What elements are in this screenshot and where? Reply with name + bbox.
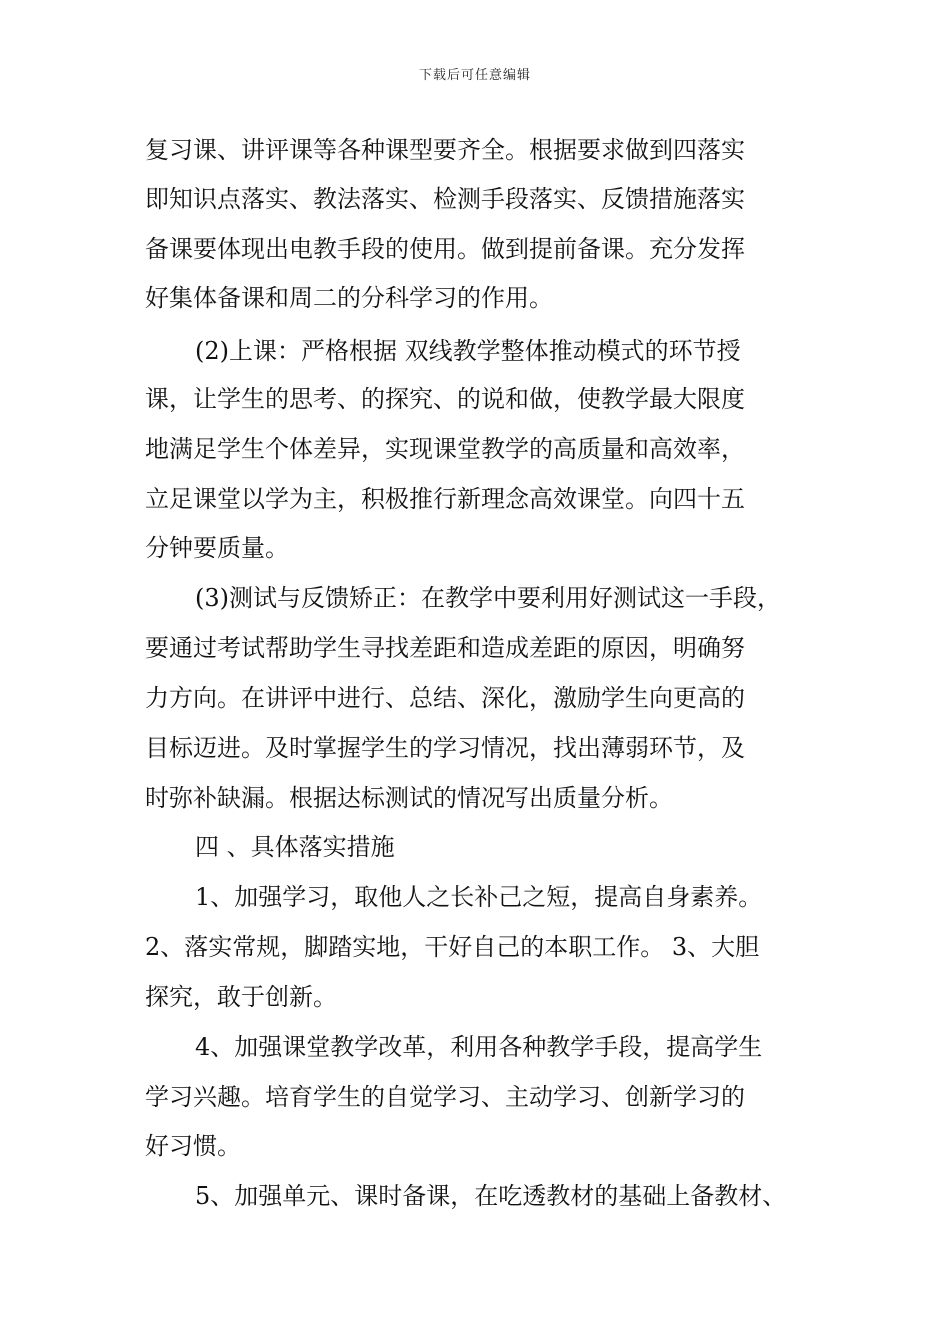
section-heading: 四 、具体落实措施 xyxy=(195,833,395,861)
text-line-21: 好习惯。 xyxy=(145,1132,241,1160)
page-header: 下载后可任意编辑 xyxy=(418,68,531,83)
text-line-22: 5、加强单元、课时备课，在吃透教材的基础上备教材、 xyxy=(195,1182,787,1210)
text-line-3: 备课要体现出电教手段的使用。做到提前备课。充分发挥 xyxy=(145,235,745,263)
text-line-7: 地满足学生个体差异，实现课堂教学的高质量和高效率， xyxy=(145,435,745,463)
text-line-17: 2、落实常规，脚踏实地，干好自己的本职工作。 3、大胆 xyxy=(145,933,760,961)
text-line-11: 要通过考试帮助学生寻找差距和造成差距的原因，明确努 xyxy=(145,634,745,662)
text-line-20: 学习兴趣。培育学生的自觉学习、主动学习、创新学习的 xyxy=(145,1083,745,1111)
text-line-13: 目标迈进。及时掌握学生的学习情况，找出薄弱环节，及 xyxy=(145,734,745,762)
text-line-18: 探究，敢于创新。 xyxy=(145,983,337,1011)
text-line-4: 好集体备课和周二的分科学习的作用。 xyxy=(145,284,553,312)
text-line-1: 复习课、讲评课等各种课型要齐全。根据要求做到四落实 xyxy=(145,136,745,164)
text-line-14: 时弥补缺漏。根据达标测试的情况写出质量分析。 xyxy=(145,784,673,812)
text-line-12: 力方向。在讲评中进行、总结、深化，激励学生向更高的 xyxy=(145,684,745,712)
text-line-2: 即知识点落实、教法落实、检测手段落实、反馈措施落实 xyxy=(145,185,745,213)
text-line-16: 1、加强学习，取他人之长补己之短，提高自身素养。 xyxy=(195,883,763,911)
text-line-5: (2)上课：严格根据 双线教学整体推动模式的环节授 xyxy=(195,337,741,365)
text-line-9: 分钟要质量。 xyxy=(145,534,289,562)
text-line-8: 立足课堂以学为主，积极推行新理念高效课堂。向四十五 xyxy=(145,485,745,513)
text-line-19: 4、加强课堂教学改革，利用各种教学手段，提高学生 xyxy=(195,1033,763,1061)
text-line-6: 课，让学生的思考、的探究、的说和做，使教学最大限度 xyxy=(145,385,745,413)
text-line-10: (3)测试与反馈矫正：在教学中要利用好测试这一手段， xyxy=(195,584,781,612)
